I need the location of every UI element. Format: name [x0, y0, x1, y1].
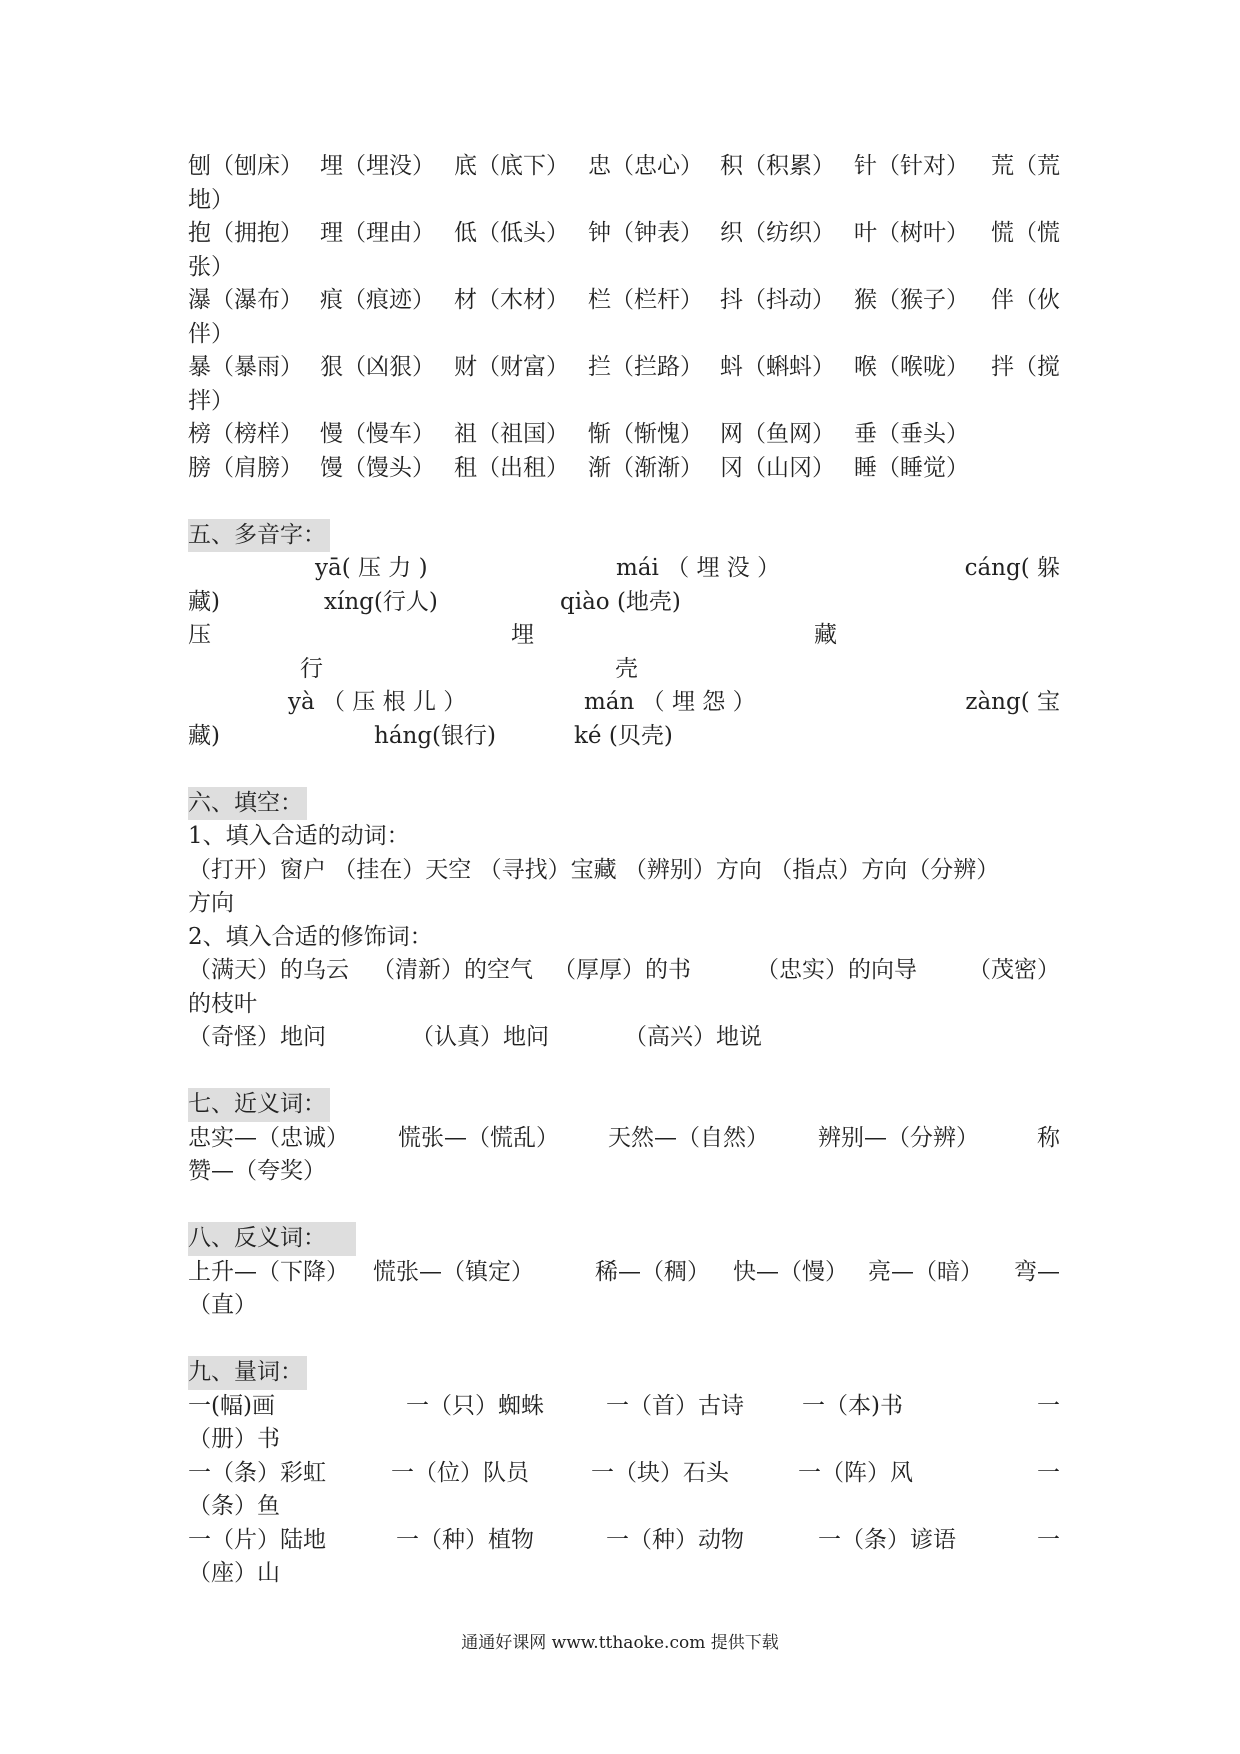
word-entry: 抖（抖动） — [720, 287, 835, 313]
pinyin-qiao4: qiào (地壳) — [560, 588, 681, 615]
word-entry: 瀑（瀑布） — [188, 287, 303, 313]
pinyin-zang4: zàng( 宝 — [965, 689, 1060, 715]
adverb-item: （奇怪）地问 — [188, 1024, 326, 1050]
word-entry: 地） — [188, 186, 234, 213]
word-row — [188, 217, 1060, 251]
word-entry: 暴（暴雨） — [188, 354, 303, 380]
measure-word: 一（位）队员 — [391, 1459, 529, 1486]
word-entry: 刨（刨床） — [188, 153, 303, 179]
word-row — [188, 351, 1060, 385]
modifier-wrap: 的枝叶 — [188, 990, 257, 1017]
measure-word: 一（条）谚语 — [818, 1526, 956, 1553]
word-row — [188, 251, 1060, 285]
measure-wrap: （条）鱼 — [188, 1493, 280, 1519]
word-entry: 租（出租） — [454, 454, 569, 481]
synonym-pair: 忠实—（忠诚） — [188, 1124, 349, 1151]
word-entry: 渐（渐渐） — [588, 454, 703, 481]
measure-word: 一（本)书 — [802, 1392, 903, 1419]
word-entry: 膀（肩膀） — [188, 454, 303, 481]
measure-word: 一 — [1037, 1459, 1060, 1486]
pinyin-mai2: mái （ 埋 没 ） — [616, 555, 781, 581]
synonym-wrap: 赞—（夸奖） — [188, 1158, 326, 1184]
section-heading-7: 七、近义词： — [188, 1088, 330, 1122]
word-row — [188, 318, 1060, 352]
word-entry: 低（低头） — [454, 220, 569, 246]
measure-word: 一（首）古诗 — [606, 1392, 744, 1419]
section-heading-6: 六、填空： — [188, 787, 307, 821]
word-entry: 睡（睡觉） — [854, 454, 969, 481]
word-entry: 埋（埋没） — [320, 153, 435, 179]
question-1: 1、填入合适的动词： — [188, 823, 410, 849]
word-entry: 痕（痕迹） — [320, 287, 435, 313]
measure-wrap: （座）山 — [188, 1560, 280, 1586]
word-entry: 喉（喉咙） — [854, 354, 969, 380]
section-heading-9: 九、量词： — [188, 1356, 307, 1390]
antonym-pair: 上升—（下降） — [188, 1258, 349, 1285]
word-entry: 荒（荒 — [991, 153, 1060, 179]
word-entry: 张） — [188, 253, 234, 280]
word-entry: 惭（惭愧） — [588, 421, 703, 447]
question-2: 2、填入合适的修饰词： — [188, 923, 433, 950]
char-ya: 压 — [188, 622, 211, 648]
word-entry: 伴） — [188, 320, 234, 347]
word-row — [188, 385, 1060, 419]
word-row — [188, 418, 1060, 452]
word-entry: 榜（榜样） — [188, 421, 303, 447]
word-entry: 叶（树叶） — [854, 220, 969, 246]
word-entry: 冈（山冈） — [720, 454, 835, 481]
word-entry: 钟（钟表） — [588, 220, 703, 246]
antonym-pair: 慌张—（镇定） — [373, 1258, 534, 1285]
word-entry: 抱（拥抱） — [188, 220, 303, 246]
wrap-cang: 藏) — [188, 588, 220, 615]
pinyin-man2: mán （ 埋 怨 ） — [584, 689, 756, 715]
answer-wrap-verbs: 方向 — [188, 890, 234, 916]
pinyin-xing2: xíng(行人) — [324, 588, 438, 615]
modifier-item: （清新）的空气 — [372, 957, 533, 983]
synonym-pair: 称 — [1037, 1124, 1060, 1151]
measure-word: 一(幅)画 — [188, 1392, 275, 1419]
measure-wrap: （册）书 — [188, 1426, 280, 1452]
measure-word: 一 — [1037, 1526, 1060, 1553]
word-entry: 慢（慢车） — [320, 421, 435, 447]
adverb-item: （高兴）地说 — [624, 1024, 762, 1050]
word-entry: 拌） — [188, 387, 234, 414]
section-heading-8: 八、反义词： — [188, 1222, 356, 1256]
measure-word: 一（条）彩虹 — [188, 1459, 326, 1486]
synonym-pair: 辨别—（分辨） — [818, 1124, 979, 1151]
antonym-pair: 快—（慢） — [733, 1258, 848, 1285]
word-entry: 材（木材） — [454, 287, 569, 313]
word-entry: 底（底下） — [454, 153, 569, 179]
synonym-pair: 天然—（自然） — [608, 1124, 769, 1151]
word-entry: 猴（猴子） — [854, 287, 969, 313]
pinyin-ya1: yā( 压 力 ) — [315, 555, 428, 581]
char-ke: 壳 — [615, 655, 638, 682]
word-entry: 拦（拦路） — [588, 354, 703, 380]
word-entry: 馒（馒头） — [320, 454, 435, 481]
measure-word: 一（片）陆地 — [188, 1526, 326, 1553]
antonym-pair: 弯— — [1014, 1258, 1060, 1285]
wrap-cang-2: 藏) — [188, 722, 220, 749]
pinyin-ya4: yà （ 压 根 儿 ） — [288, 689, 467, 715]
measure-word: 一（阵）风 — [798, 1459, 913, 1486]
word-entry: 栏（栏杆） — [588, 287, 703, 313]
document-body — [188, 150, 1060, 1591]
word-entry: 织（纺织） — [720, 220, 835, 246]
synonym-pair: 慌张—（慌乱） — [398, 1124, 559, 1151]
word-entry: 理（理由） — [320, 220, 435, 246]
pinyin-cang2: cáng( 躲 — [964, 555, 1060, 581]
pinyin-ke2: ké (贝壳) — [574, 722, 673, 749]
sec4 — [188, 150, 1060, 485]
antonym-wrap: （直） — [188, 1292, 257, 1318]
word-row — [188, 284, 1060, 318]
modifier-item: （厚厚）的书 — [553, 957, 691, 983]
word-entry: 忠（忠心） — [588, 153, 703, 179]
answer-line-verbs: （打开）窗户 （挂在）天空 （寻找）宝藏 （辨别）方向 （指点）方向（分辨） — [188, 856, 1000, 883]
section-heading-5: 五、多音字： — [188, 519, 330, 553]
word-entry: 垂（垂头） — [854, 421, 969, 447]
word-entry: 慌（慌 — [991, 220, 1060, 246]
word-entry: 伴（伙 — [991, 287, 1060, 313]
page-footer: 通通好课网 www.tthaoke.com 提供下载 — [461, 1633, 779, 1653]
word-row — [188, 184, 1060, 218]
adverb-item: （认真）地问 — [411, 1024, 549, 1050]
word-entry: 拌（搅 — [991, 354, 1060, 380]
word-entry: 针（针对） — [854, 153, 969, 179]
word-entry: 祖（祖国） — [454, 421, 569, 447]
measure-word: 一（种）动物 — [606, 1526, 744, 1553]
word-row — [188, 150, 1060, 184]
measure-word: 一（只）蜘蛛 — [406, 1392, 544, 1419]
measure-word: 一（块）石头 — [591, 1459, 729, 1486]
measure-word: 一 — [1037, 1392, 1060, 1419]
pinyin-hang2: háng(银行) — [374, 722, 497, 749]
measure-word: 一（种）植物 — [396, 1526, 534, 1553]
word-entry: 财（财富） — [454, 354, 569, 380]
word-entry: 网（鱼网） — [720, 421, 835, 447]
word-entry: 积（积累） — [720, 153, 835, 179]
modifier-item: （满天）的乌云 — [188, 957, 349, 983]
char-cang: 藏 — [814, 622, 837, 648]
word-entry: 蚪（蝌蚪） — [720, 354, 835, 380]
word-entry: 狠（凶狠） — [320, 354, 435, 380]
char-mai: 埋 — [511, 622, 534, 648]
antonym-pair: 稀—（稠） — [595, 1258, 710, 1285]
modifier-item: （忠实）的向导 — [756, 957, 917, 983]
modifier-item: （茂密） — [968, 957, 1060, 983]
word-row — [188, 452, 1060, 486]
char-xing: 行 — [300, 655, 323, 682]
antonym-pair: 亮—（暗） — [868, 1258, 983, 1285]
